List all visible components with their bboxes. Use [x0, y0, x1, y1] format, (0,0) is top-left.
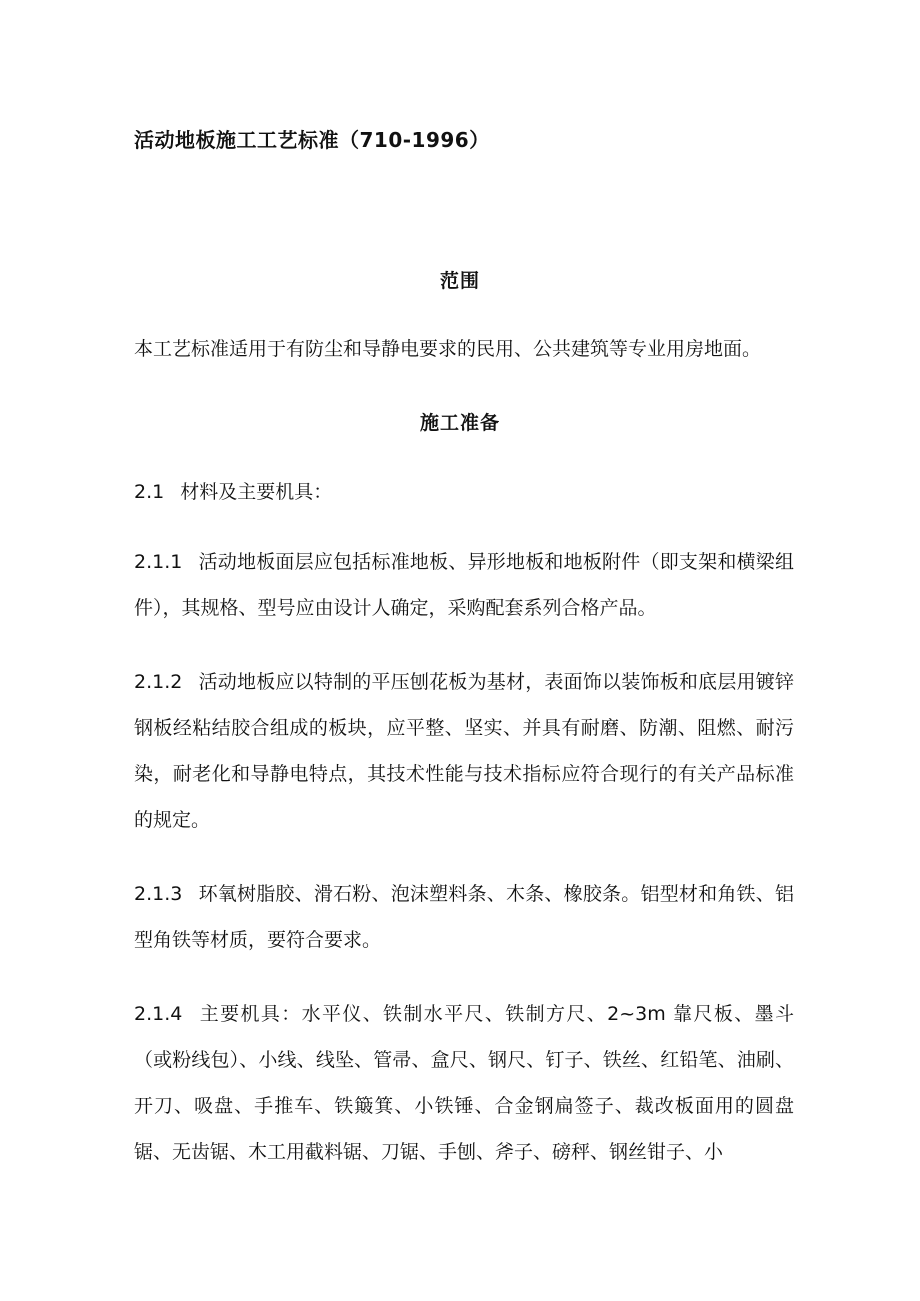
paragraph-2-1 — [134, 469, 794, 515]
document-title: 活动地板施工工艺标准（710-1996） — [134, 128, 490, 152]
paragraph-text: 环氧树脂胶、滑石粉、泡沫塑料条、木条、橡胶条。铝型材和角铁、铝型角铁等材质，要符合要求。 — [134, 883, 794, 951]
clause-number: 2.1.1 — [134, 551, 183, 573]
paragraph-text: 主要机具：水平仪、铁制水平尺、铁制方尺、2~3m 靠尺板、墨斗（或粉线包）、小线、线坠、管帚、盒尺、钢尺、钉子、铁丝、红铅笔、油刷、开刀、吸盘、手推车、铁簸箕、小铁锤、合金钢扁签子、裁改板面用的圆盘锯、无齿锯、木工用截料锯、刀锯、手刨、斧子、磅秤、钢丝钳子、小 — [134, 1003, 794, 1163]
clause-number: 2.1.2 — [134, 671, 183, 693]
paragraph-2-1-1 — [134, 539, 794, 631]
clause-number: 2.1 — [134, 481, 165, 503]
paragraph-text: 本工艺标准适用于有防尘和导静电要求的民用、公共建筑等专业用房地面。 — [134, 338, 762, 360]
section-heading-preparation: 施工准备 — [419, 412, 500, 434]
paragraph-text: 材料及主要机具： — [180, 481, 333, 503]
paragraph-scope — [134, 326, 794, 372]
clause-number: 2.1.3 — [134, 883, 183, 905]
paragraph-2-1-2 — [134, 659, 794, 843]
paragraph-2-1-4 — [134, 991, 794, 1175]
section-heading-scope: 范围 — [439, 270, 480, 292]
paragraph-text: 活动地板面层应包括标准地板、异形地板和地板附件（即支架和横梁组件），其规格、型号应由设计人确定，采购配套系列合格产品。 — [134, 551, 794, 619]
clause-number: 2.1.4 — [134, 1003, 183, 1025]
paragraph-text: 活动地板应以特制的平压刨花板为基材，表面饰以装饰板和底层用镀锌钢板经粘结胶合组成的板块，应平整、坚实、并具有耐磨、防潮、阻燃、耐污染，耐老化和导静电特点，其技术性能与技术指标应符合现行的有关产品标准的规定。 — [134, 671, 794, 831]
paragraph-2-1-3 — [134, 871, 794, 963]
